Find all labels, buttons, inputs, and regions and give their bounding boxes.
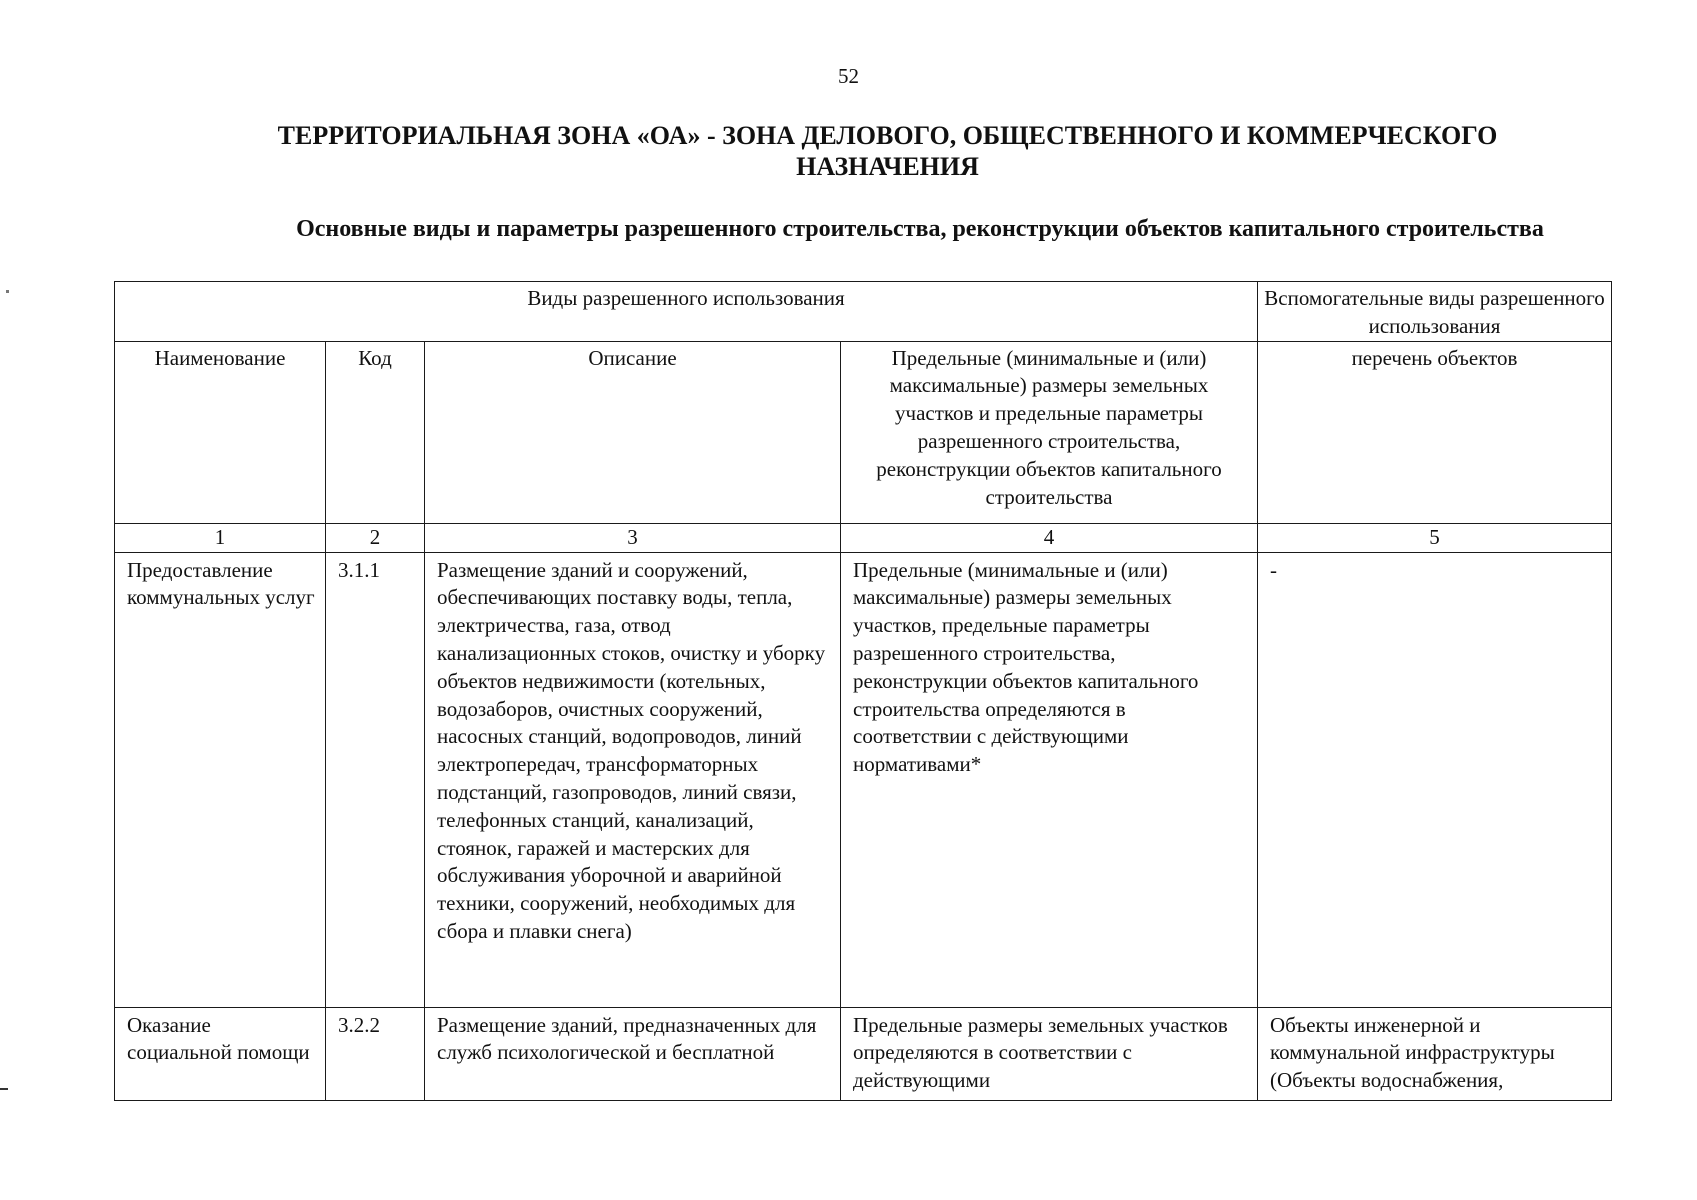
table-row [115, 552, 1612, 1007]
cell-name: Предоставление коммунальных услуг [115, 552, 326, 1007]
column-header-code: Код [326, 341, 425, 523]
column-number: 5 [1258, 523, 1612, 552]
cell-description: Размещение зданий и сооружений, обеспечивающих поставку воды, тепла, электричества, газа, отвод канализационных стоков, очистку и уборку объектов недвижимости (котельных, водозаборов, очистных сооружений, насосных станций, водопроводов, линий электропередач, трансформаторных подстанций, газопроводов, линий связи, телефонных станций, канализаций, стоянок, гаражей и мастерских для обслуживания уборочной и аварийной техники, сооружений, необходимых для сбора и плавки снега) [425, 552, 841, 1007]
column-number: 4 [841, 523, 1258, 552]
column-header-name: Наименование [115, 341, 326, 523]
group-header-aux: Вспомогательные виды разрешенного использования [1258, 282, 1612, 342]
column-number: 1 [115, 523, 326, 552]
cell-name: Оказание социальной помощи [115, 1007, 326, 1100]
document-subtitle: Основные виды и параметры разрешенного строительства, реконструкции объектов капитального строительства [296, 216, 1544, 242]
cell-aux: - [1258, 552, 1612, 1007]
cell-aux: Объекты инженерной и коммунальной инфраструктуры (Объекты водоснабжения, [1258, 1007, 1612, 1100]
page-number: 52 [838, 64, 859, 88]
table-row [115, 1007, 1612, 1100]
zoning-table [114, 281, 1612, 1101]
cell-limits: Предельные (минимальные и (или) максимальные) размеры земельных участков, предельные параметры разрешенного строительства, реконструкции объектов капитального строительства определяются в соответствии с действующими нормативами* [841, 552, 1258, 1007]
scan-artifact [0, 1088, 8, 1090]
cell-code: 3.2.2 [326, 1007, 425, 1100]
scan-artifact [6, 290, 9, 293]
cell-limits: Предельные размеры земельных участков определяются в соответствии с действующими [841, 1007, 1258, 1100]
cell-description: Размещение зданий, предназначенных для служб психологической и бесплатной [425, 1007, 841, 1100]
column-number: 2 [326, 523, 425, 552]
column-number: 3 [425, 523, 841, 552]
document-title: ТЕРРИТОРИАЛЬНАЯ ЗОНА «ОА» - ЗОНА ДЕЛОВОГО, ОБЩЕСТВЕННОГО И КОММЕРЧЕСКОГО НАЗНАЧЕНИЯ [277, 121, 1498, 181]
column-header-limits: Предельные (минимальные и (или) максимальные) размеры земельных участков и предельные параметры разрешенного строительства, реконструкции объектов капитального строительства [841, 341, 1258, 523]
cell-code: 3.1.1 [326, 552, 425, 1007]
group-header-main: Виды разрешенного использования [115, 282, 1258, 342]
column-header-description: Описание [425, 341, 841, 523]
column-header-aux-list: перечень объектов [1258, 341, 1612, 523]
